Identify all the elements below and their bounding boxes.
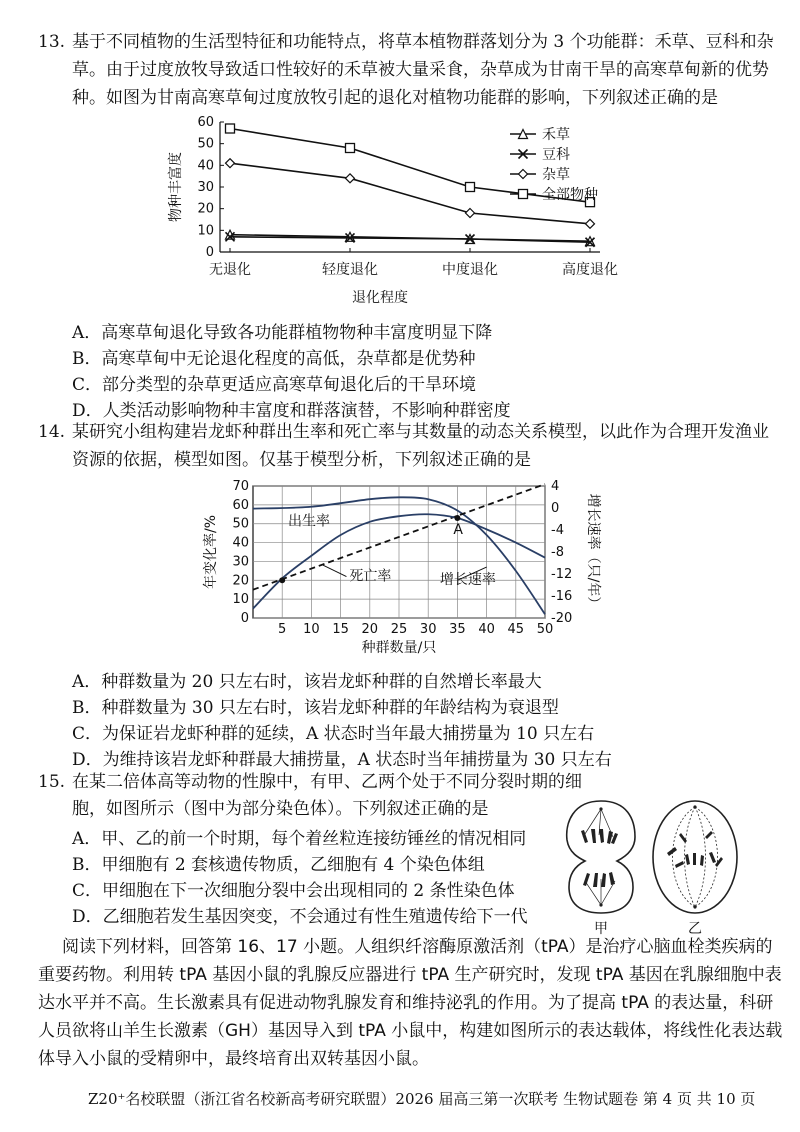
y-left-tick-label: 40: [232, 535, 249, 551]
y-axis-title: 物种丰富度: [168, 152, 184, 222]
material-line5: 体导入小鼠的受精卵中，最终培育出双转基因小鼠。: [38, 1049, 429, 1069]
y-left-tick-label: 20: [232, 573, 249, 589]
point-a-label: A: [453, 522, 463, 539]
x-axis-title: 退化程度: [352, 290, 408, 306]
data-point: [346, 174, 355, 183]
legend-marker: [519, 170, 528, 179]
growth-rate-label: 增长速率: [439, 572, 496, 589]
x-axis-title: 种群数量/只: [361, 640, 437, 656]
x-tick-label: 中度退化: [442, 262, 498, 278]
y-right-tick-label: -16: [551, 589, 573, 604]
cell-division-diagram: [555, 795, 745, 935]
cell-yi-label: 乙: [688, 921, 702, 935]
cell-jia-label: 甲: [594, 921, 608, 935]
q15-option-c[interactable]: C．甲细胞在下一次细胞分裂中会出现相同的 2 条性染色体: [72, 881, 515, 901]
legend-label: 杂草: [542, 167, 570, 183]
data-point: [226, 124, 235, 133]
y-right-tick-label: 4: [551, 479, 560, 494]
x-tick-label: 30: [419, 622, 437, 637]
y-tick-label: 10: [197, 223, 214, 239]
y-left-tick-label: 30: [232, 554, 249, 570]
page-footer: Z20⁺名校联盟（浙江省名校新高考研究联盟）2026 届高三第一次联考 生物试题卷 第 4 页 共 10 页: [88, 1090, 756, 1108]
y-left-tick-label: 10: [232, 592, 249, 608]
q14-option-c[interactable]: C．为保证岩龙虾种群的延续，A 状态时当年最大捕捞量为 10 只左右: [72, 724, 595, 744]
x-tick-label: 25: [390, 622, 408, 637]
x-tick-label: 50: [536, 622, 554, 637]
y-right-tick-label: -4: [551, 523, 564, 538]
y-right-axis-title: 增长速率（只/年）: [585, 493, 601, 611]
richness-line-chart: [150, 112, 630, 312]
series-line-3: [230, 129, 590, 203]
y-tick-label: 50: [197, 136, 214, 152]
data-point: [586, 219, 595, 228]
death-rate-label: 死亡率: [349, 568, 392, 585]
q14-stem-line2: 资源的依据，模型如图。仅基于模型分析，下列叙述正确的是: [72, 450, 531, 470]
legend-label: 豆科: [542, 147, 570, 163]
material-line3: 达水平并不高。生长激素具有促进动物乳腺发育和维持泌乳的作用。为了提高 tPA 的表达量，科研: [38, 993, 774, 1013]
point-a: [454, 515, 460, 521]
data-point: [466, 183, 475, 192]
q13-option-a[interactable]: A．高寒草甸退化导致各功能群植物物种丰富度明显下降: [72, 323, 493, 343]
material-line2: 重要药物。利用转 tPA 基因小鼠的乳腺反应器进行 tPA 生产研究时，发现 tPA 基因在乳腺细胞中表: [38, 965, 782, 985]
q15-number: 15.: [38, 772, 66, 792]
q15-stem-line2: 胞，如图所示（图中为部分染色体）。下列叙述正确的是: [72, 799, 489, 819]
q15-stem-line1: 在某二倍体高等动物的性腺中，有甲、乙两个处于不同分裂时期的细: [72, 772, 582, 792]
x-tick-label: 10: [303, 622, 320, 637]
y-left-tick-label: 60: [232, 497, 249, 513]
material-line4: 人员欲将山羊生长激素（GH）基因导入到 tPA 小鼠中，构建如图所示的表达载体，将线性化表达载: [38, 1021, 783, 1041]
q13-option-d[interactable]: D．人类活动影响物种丰富度和群落演替，不影响种群密度: [72, 401, 511, 421]
q14-stem-line1: 某研究小组构建岩龙虾种群出生率和死亡率与其数量的动态关系模型，以此作为合理开发渔业: [72, 422, 769, 442]
x-tick-label: 45: [507, 622, 525, 637]
x-tick-label: 轻度退化: [322, 262, 378, 278]
q13-stem-line1: 基于不同植物的生活型特征和功能特点，将草本植物群落划分为 3 个功能群：禾草、豆科和杂: [72, 32, 774, 52]
x-tick-label: 15: [332, 622, 349, 637]
legend-label: 禾草: [542, 127, 570, 143]
intersection-point: [279, 577, 285, 583]
q15-option-a[interactable]: A．甲、乙的前一个时期，每个着丝粒连接纺锤丝的情况相同: [72, 829, 527, 849]
q13-option-c[interactable]: C．部分类型的杂草更适应高寒草甸退化后的干旱环境: [72, 375, 477, 395]
cell-yi-figure: [653, 801, 737, 913]
birth-rate-label: 出生率: [288, 513, 331, 530]
x-tick-label: 无退化: [209, 262, 251, 278]
q13-stem-line2: 草。由于过度放牧导致适口性较好的禾草被大量采食，杂草成为甘南干旱的高寒草甸新的优势: [72, 60, 769, 80]
y-right-tick-label: -12: [551, 567, 573, 582]
q14-option-d[interactable]: D．为维持该岩龙虾种群最大捕捞量，A 状态时当年捕捞量为 30 只左右: [72, 750, 612, 770]
q15-option-d[interactable]: D．乙细胞若发生基因突变，不会通过有性生殖遗传给下一代: [72, 907, 528, 927]
lobster-population-chart: [195, 478, 615, 660]
x-tick-label: 20: [361, 622, 379, 637]
y-right-tick-label: -20: [551, 611, 573, 626]
q14-number: 14.: [38, 422, 66, 442]
data-point: [466, 209, 475, 218]
q13-number: 13.: [38, 32, 66, 52]
q13-stem-line3: 种。如图为甘南高寒草甸过度放牧引起的退化对植物功能群的影响，下列叙述正确的是: [72, 88, 718, 108]
x-tick-label: 40: [478, 622, 495, 637]
q14-option-b[interactable]: B．种群数量为 30 只左右时，该岩龙虾种群的年龄结构为衰退型: [72, 698, 559, 718]
legend-label: 全部物种: [542, 187, 598, 203]
y-left-tick-label: 50: [232, 516, 249, 532]
y-tick-label: 60: [197, 115, 214, 130]
cell-jia-figure: [567, 801, 635, 913]
legend-marker: [519, 190, 528, 199]
data-point: [226, 159, 235, 168]
y-tick-label: 0: [205, 245, 214, 260]
y-left-tick-label: 70: [232, 479, 249, 494]
q15-option-b[interactable]: B．甲细胞有 2 套核遗传物质，乙细胞有 4 个染色体组: [72, 855, 485, 875]
data-point: [346, 144, 355, 153]
x-tick-label: 5: [278, 622, 287, 637]
q14-option-a[interactable]: A．种群数量为 20 只左右时，该岩龙虾种群的自然增长率最大: [72, 672, 542, 692]
y-right-tick-label: 0: [551, 501, 560, 516]
x-tick-label: 高度退化: [562, 262, 618, 278]
y-tick-label: 30: [197, 180, 214, 195]
death-rate-pointer: [323, 565, 346, 576]
material-line1: 阅读下列材料，回答第 16、17 小题。人组织纤溶酶原激活剂（tPA）是治疗心脑血栓类疾病的: [62, 937, 773, 957]
y-tick-label: 20: [197, 201, 214, 217]
x-tick-label: 35: [449, 622, 466, 637]
q13-option-b[interactable]: B．高寒草甸中无论退化程度的高低，杂草都是优势种: [72, 349, 476, 369]
y-left-axis-title: 年变化率/%: [203, 514, 219, 590]
y-right-tick-label: -8: [551, 545, 564, 560]
y-tick-label: 40: [197, 158, 214, 174]
y-left-tick-label: 0: [240, 611, 249, 626]
